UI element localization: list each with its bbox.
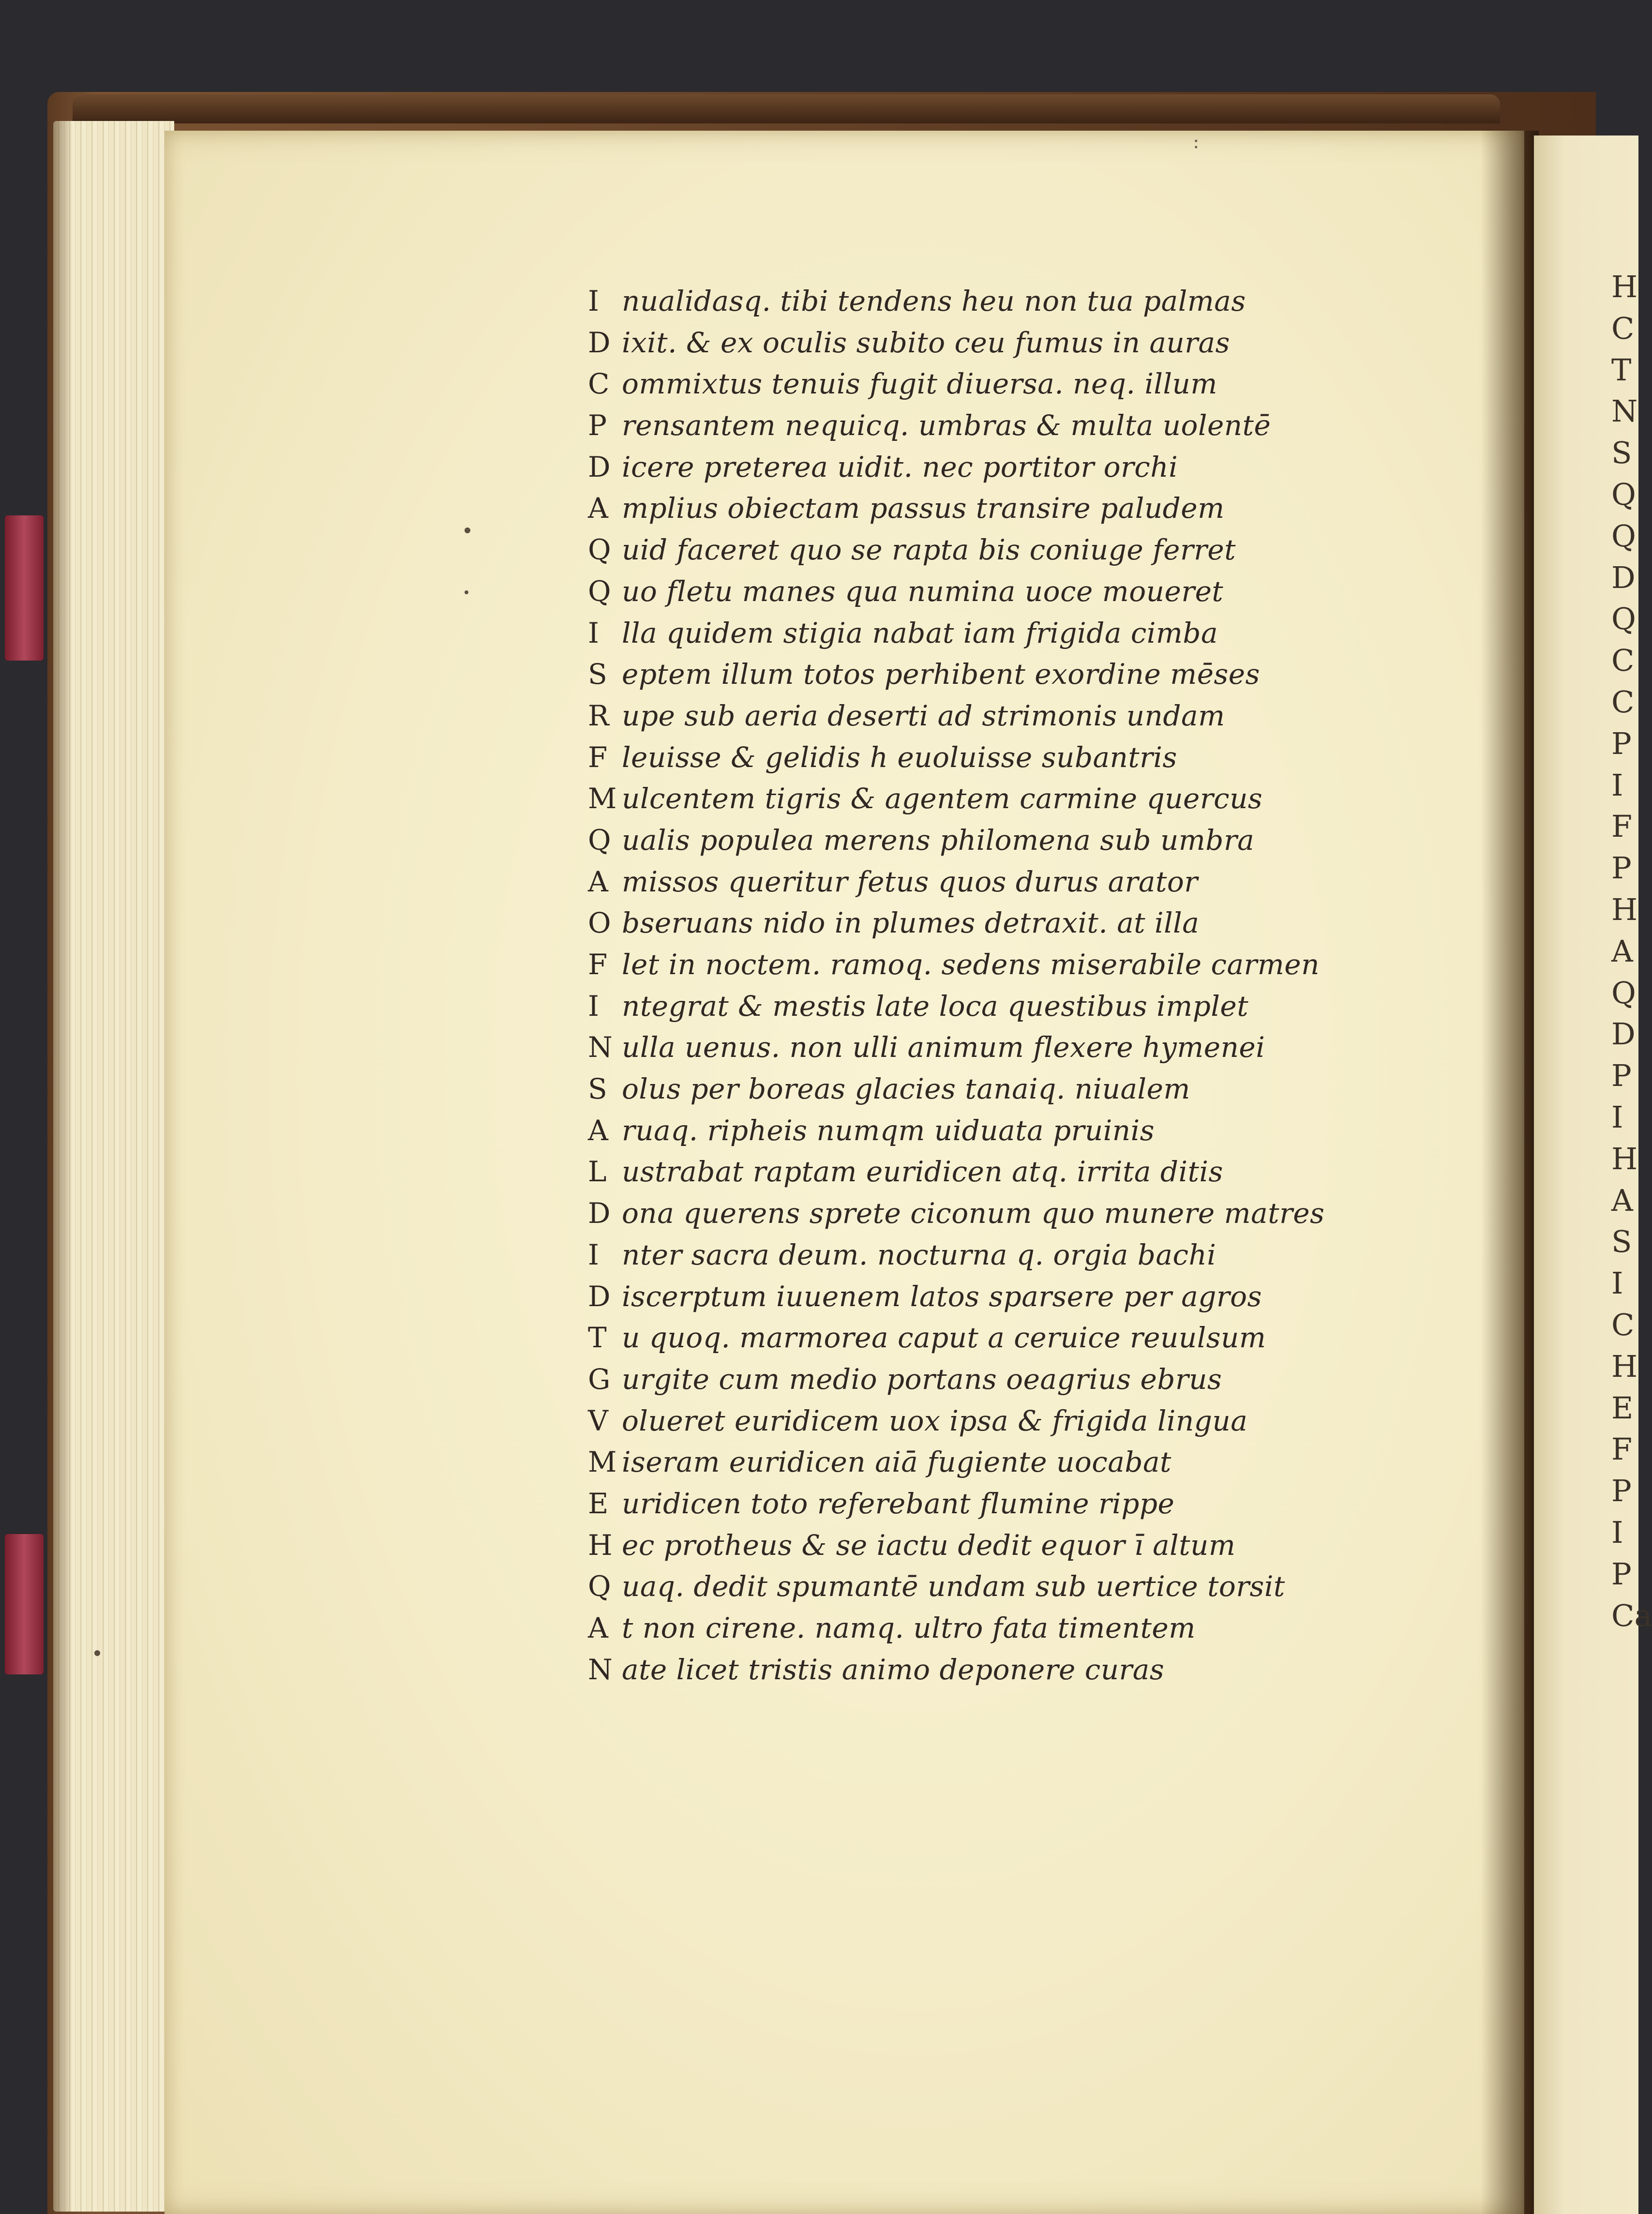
verse-text: uaq. dedit spumantē undam sub uertice torsit	[622, 1570, 1285, 1603]
verse-text: t non cirene. namq. ultro fata timentem	[622, 1612, 1196, 1644]
verse-text: u quoq. marmorea caput a ceruice reuulsum	[622, 1321, 1266, 1355]
verse-initial: Q	[588, 533, 612, 567]
verse-text: ate licet tristis animo deponere curas	[622, 1653, 1165, 1686]
verse-line	[588, 363, 1478, 405]
verse-line	[588, 861, 1478, 903]
verse-initial: M	[588, 1446, 617, 1479]
verse-text: let in noctem. ramoq. sedens miserabile carmen	[622, 948, 1320, 981]
verse-line	[588, 1359, 1478, 1401]
verse-initial: A	[588, 1114, 609, 1147]
facing-initial: P	[1611, 850, 1632, 886]
verse-text: ustrabat raptam euridicen atq. irrita ditis	[622, 1155, 1223, 1189]
verse-text: bseruans nido in plumes detraxit. at illa	[622, 906, 1200, 940]
verse-text: ulcentem tigris & agentem carmine quercus	[622, 782, 1263, 815]
verse-initial: R	[588, 699, 610, 732]
verse-line	[588, 1027, 1478, 1069]
red-page-marker	[5, 515, 44, 661]
verse-line	[588, 571, 1478, 613]
ink-speck	[94, 1650, 100, 1656]
facing-initial: P	[1611, 1058, 1632, 1094]
facing-initial: H	[1611, 1141, 1638, 1176]
verse-line	[588, 529, 1478, 571]
verse-initial: I	[588, 616, 600, 649]
book-cover-top-edge	[73, 94, 1500, 123]
verse-line	[588, 820, 1478, 861]
facing-initial: P	[1611, 1556, 1632, 1592]
verse-line	[588, 944, 1478, 986]
verse-line	[588, 281, 1478, 322]
verse-line	[588, 654, 1478, 695]
verse-initial: E	[588, 1487, 609, 1520]
facing-initial: H	[1611, 891, 1638, 927]
red-page-marker	[5, 1534, 44, 1674]
verse-text: ec protheus & se iactu dedit equor ī altum	[622, 1528, 1236, 1562]
verse-line	[588, 1608, 1478, 1649]
verse-initial: N	[588, 1031, 613, 1064]
verse-initial: F	[588, 740, 608, 774]
verse-text: iseram euridicen aiā fugiente uocabat	[622, 1446, 1171, 1479]
verse-text: olueret euridicem uox ipsa & frigida lingua	[622, 1404, 1248, 1437]
facing-initial: P	[1611, 725, 1632, 761]
verse-text: ntegrat & mestis late loca questibus implet	[622, 989, 1249, 1023]
verse-text: ruaq. ripheis numqm uiduata pruinis	[622, 1114, 1155, 1147]
verse-text: missos queritur fetus quos durus arator	[622, 865, 1198, 898]
facing-initial: A	[1611, 1182, 1633, 1218]
ink-speck	[465, 527, 470, 533]
verse-initial: N	[588, 1653, 613, 1686]
facing-initial: C	[1611, 1307, 1635, 1342]
verse-initial: D	[588, 1280, 611, 1313]
verse-line	[588, 1193, 1478, 1235]
verse-initial: S	[588, 1072, 608, 1106]
verse-text-block	[588, 281, 1478, 1690]
ink-speck	[465, 590, 468, 594]
facing-initial: Q	[1611, 518, 1636, 554]
verse-initial: A	[588, 1612, 609, 1644]
facing-page-initials	[1611, 266, 1652, 1636]
facing-initial: C	[1611, 643, 1635, 678]
verse-line	[588, 1649, 1478, 1691]
verse-initial: Q	[588, 574, 612, 608]
verse-initial: S	[588, 658, 608, 691]
facing-initial: Q	[1611, 601, 1636, 637]
verse-text: icere preterea uidit. nec portitor orchi	[622, 450, 1178, 483]
verse-line	[588, 405, 1478, 447]
verse-line	[588, 613, 1478, 654]
verse-line	[588, 1276, 1478, 1318]
verse-text: urgite cum medio portans oeagrius ebrus	[622, 1362, 1222, 1396]
verse-initial: P	[588, 409, 607, 442]
verse-line	[588, 1401, 1478, 1442]
verse-line	[588, 1110, 1478, 1152]
facing-initial: I	[1611, 1265, 1623, 1301]
verse-initial: M	[588, 782, 617, 815]
verse-line	[588, 737, 1478, 779]
facing-initial: D	[1611, 1016, 1636, 1052]
verse-line	[588, 778, 1478, 820]
verse-text: leuisse & gelidis h euoluisse subantris	[622, 740, 1177, 774]
facing-initial: P	[1611, 1473, 1632, 1509]
verse-initial: F	[588, 948, 608, 981]
verse-line	[588, 1525, 1478, 1566]
facing-initial: Q	[1611, 975, 1636, 1010]
facing-initial: D	[1611, 559, 1636, 595]
verse-line	[588, 986, 1478, 1027]
verse-line	[588, 1566, 1478, 1608]
facing-initial: S	[1611, 435, 1632, 471]
verse-line	[588, 322, 1478, 364]
facing-initial: C	[1611, 310, 1635, 346]
facing-initial: I	[1611, 1099, 1623, 1135]
verse-text: uo fletu manes qua numina uoce moueret	[622, 574, 1224, 608]
verse-initial: D	[588, 1197, 611, 1230]
verse-text: ualis populea merens philomena sub umbra	[622, 823, 1255, 857]
facing-initial: T	[1611, 352, 1632, 388]
verse-line	[588, 1069, 1478, 1110]
facing-initial: F	[1611, 809, 1633, 844]
verse-text: mplius obiectam passus transire paludem	[622, 492, 1225, 525]
facing-initial: I	[1611, 1514, 1623, 1550]
verse-initial: G	[588, 1362, 611, 1396]
facing-initial: E	[1611, 1390, 1634, 1426]
verse-line	[588, 1442, 1478, 1483]
verse-text: upe sub aeria deserti ad strimonis undam	[622, 699, 1225, 732]
verse-text: nualidasq. tibi tendens heu non tua palmas	[622, 285, 1246, 317]
facing-initial: I	[1611, 767, 1623, 803]
facing-initial: Ca	[1611, 1597, 1652, 1633]
facing-initial: H	[1611, 269, 1638, 304]
verse-line	[588, 1235, 1478, 1276]
verse-text: ulla uenus. non ulli animum flexere hymenei	[622, 1031, 1265, 1064]
verse-text: ommixtus tenuis fugit diuersa. neq. illum	[622, 367, 1217, 401]
verse-initial: C	[588, 367, 610, 401]
verse-text: uridicen toto referebant flumine rippe	[622, 1487, 1175, 1520]
verse-text: ona querens sprete ciconum quo munere matres	[622, 1197, 1325, 1230]
facing-initial: Q	[1611, 476, 1636, 512]
verse-initial: I	[588, 285, 600, 317]
verse-initial: V	[588, 1404, 609, 1437]
verse-initial: O	[588, 906, 612, 940]
facing-initial: N	[1611, 393, 1638, 429]
verse-text: ixit. & ex oculis subito ceu fumus in auras	[622, 326, 1230, 359]
verse-initial: A	[588, 865, 609, 898]
facing-initial: H	[1611, 1348, 1638, 1384]
verse-initial: H	[588, 1528, 613, 1562]
verse-text: olus per boreas glacies tanaiq. niualem	[622, 1072, 1190, 1106]
verse-line	[588, 695, 1478, 737]
verse-text: uid faceret quo se rapta bis coniuge ferret	[622, 533, 1236, 567]
verse-line	[588, 1483, 1478, 1525]
verse-text: rensantem nequicq. umbras & multa uolentē	[622, 409, 1271, 442]
verse-line	[588, 1317, 1478, 1359]
facing-initial: C	[1611, 684, 1635, 720]
verse-line	[588, 1151, 1478, 1193]
verse-initial: Q	[588, 1570, 612, 1603]
verse-initial: Q	[588, 823, 612, 857]
facing-initial: F	[1611, 1431, 1633, 1467]
verse-initial: A	[588, 492, 609, 525]
verse-text: eptem illum totos perhibent exordine mēses	[622, 658, 1260, 691]
folio-mark: :	[1193, 131, 1200, 153]
page-stack-shadow	[53, 121, 73, 2212]
verse-line	[588, 903, 1478, 944]
verse-text: nter sacra deum. nocturna q. orgia bachi	[622, 1238, 1216, 1271]
verse-initial: I	[588, 1238, 600, 1271]
verse-initial: L	[588, 1155, 607, 1189]
verse-initial: D	[588, 450, 611, 483]
verse-line	[588, 447, 1478, 488]
facing-initial: S	[1611, 1224, 1632, 1260]
book-gutter	[1481, 131, 1539, 2214]
verse-initial: T	[588, 1321, 607, 1355]
verse-text: iscerptum iuuenem latos sparsere per agros	[622, 1280, 1262, 1313]
verse-initial: D	[588, 326, 611, 359]
verse-initial: I	[588, 989, 600, 1023]
facing-initial: A	[1611, 933, 1633, 969]
verse-line	[588, 488, 1478, 529]
verse-text: lla quidem stigia nabat iam frigida cimba	[622, 616, 1218, 649]
